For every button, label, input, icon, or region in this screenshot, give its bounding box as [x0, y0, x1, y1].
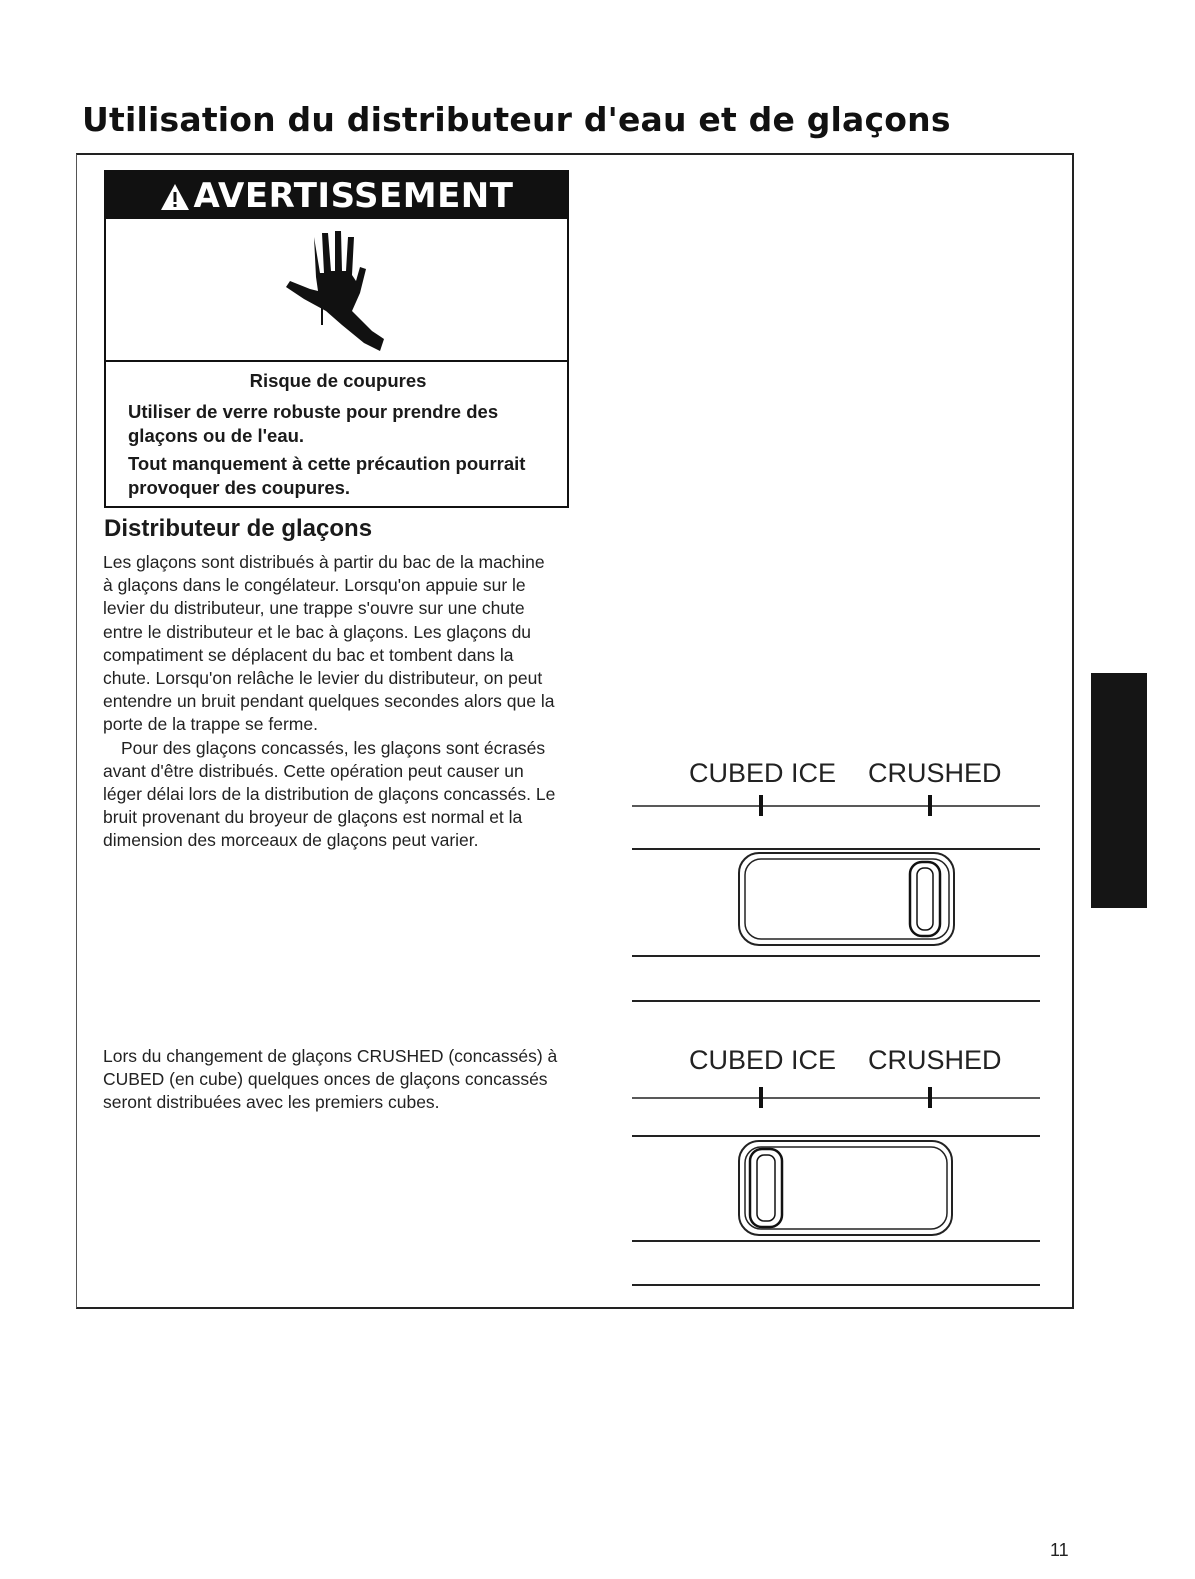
label-crushed: CRUSHED: [868, 758, 1002, 788]
ice-selector-switch: [632, 758, 1044, 1018]
ice-selector-diagram-crushed: [632, 758, 1044, 1018]
label-crushed: CRUSHED: [868, 1045, 1002, 1075]
page-number: 11: [1050, 1540, 1069, 1560]
ice-selector-switch: [632, 1045, 1044, 1305]
ice-selector-diagram-cubed: [632, 1045, 1044, 1305]
warning-instruction: Utiliser de verre robuste pour prendre des glaçons ou de l'eau.: [128, 401, 499, 446]
warning-divider: [106, 360, 567, 362]
label-cubed-ice: CUBED ICE: [689, 758, 837, 788]
warning-risk: Risque de coupures: [249, 370, 427, 391]
warning-triangle-icon: [160, 183, 190, 211]
page-title: Utilisation du distributeur d'eau et de glaçons: [82, 100, 951, 139]
warning-title: AVERTISSEMENT: [193, 175, 514, 216]
body-text-dispenser: [103, 551, 558, 853]
section-heading: Distributeur de glaçons: [104, 515, 373, 542]
cut-hand-icon: [276, 227, 416, 357]
warning-box: [104, 170, 569, 508]
warning-consequence: Tout manquement à cette précaution pourrait provoquer des coupures.: [128, 453, 526, 498]
warning-header: [106, 172, 567, 219]
paragraph-crushed: Pour des glaçons concassés, les glaçons sont écrasés avant d'être distribués. Cette opération peut causer un léger délai lors de la distribution de glaçons concassés. Le bruit provenant du broyeur de glaçons est normal et la dimension des morceaux de glaçons peut varier.: [103, 737, 556, 851]
body-text-switch: [103, 1045, 558, 1115]
section-tab-marker: [1091, 673, 1147, 908]
paragraph-switch: Lors du changement de glaçons CRUSHED (concassés) à CUBED (en cube) quelques onces de glaçons concassés seront distribuées avec les premiers cubes.: [103, 1046, 558, 1113]
paragraph-dispenser: Les glaçons sont distribués à partir du bac de la machine à glaçons dans le congélateur. Lorsqu'on appuie sur le levier du distributeur, une trappe s'ouvre sur une chute entre le distributeur et le bac à glaçons. Les glaçons du compatiment se déplacent du bac et tombent dans la chute. Lorsqu'on relâche le levier du distributeur, on peut entendre un bruit pendant quelques secondes alors que la porte de la trappe se ferme.: [103, 552, 555, 735]
warning-text: [128, 369, 548, 504]
label-cubed-ice: CUBED ICE: [689, 1045, 837, 1075]
